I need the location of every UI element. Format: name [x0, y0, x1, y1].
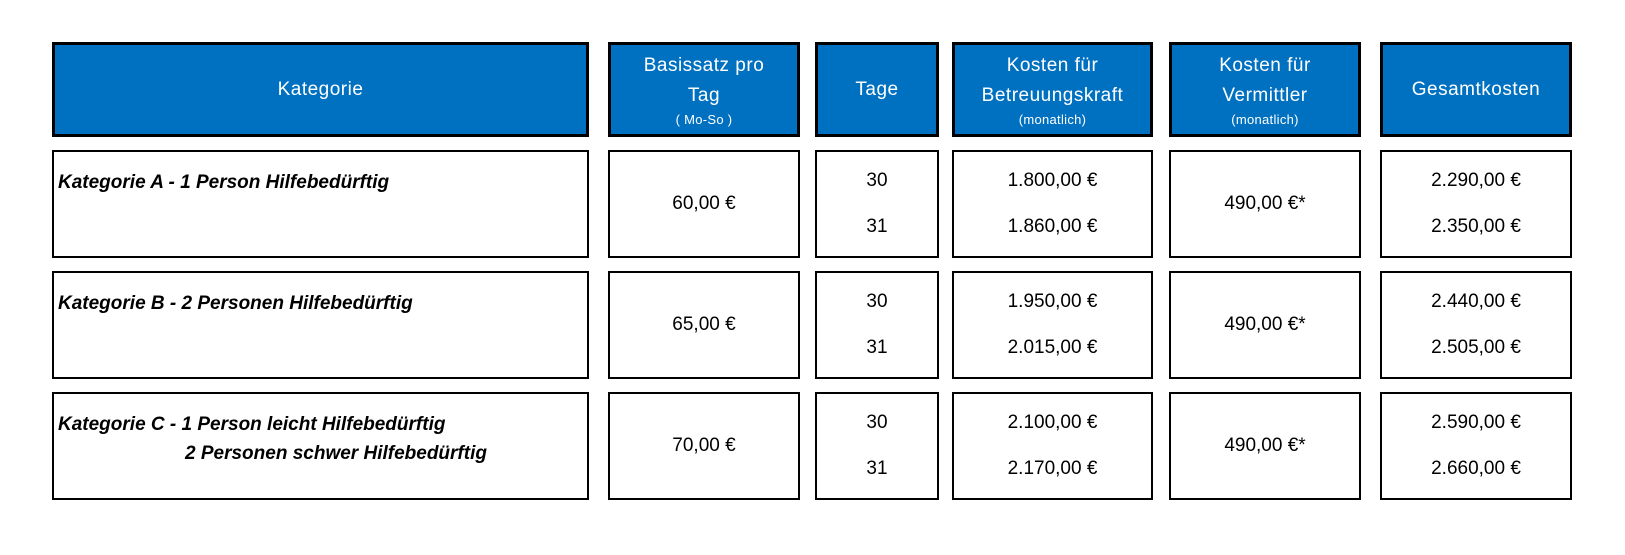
- row-b-basissatz: [608, 271, 800, 379]
- row-b-gesamt-31: 2.505,00 €: [1431, 337, 1521, 358]
- header-kosten-betreuung-line2: Betreuungskraft: [981, 84, 1124, 106]
- row-a-gesamt: [1380, 150, 1572, 258]
- row-b-tage: [815, 271, 939, 379]
- header-tage-label: Tage: [855, 78, 899, 100]
- row-b-vermittler: [1169, 271, 1361, 379]
- row-b-gesamt: [1380, 271, 1572, 379]
- row-c-gesamt-30: 2.590,00 €: [1431, 412, 1521, 433]
- row-a-kategorie-line1: Kategorie A - 1 Person Hilfebedürftig: [58, 172, 390, 193]
- row-b-gesamt-30: 2.440,00 €: [1431, 291, 1521, 312]
- row-c-kategorie-line2: 2 Personen schwer Hilfebedürftig: [185, 443, 487, 464]
- row-c-betreuung-30: 2.100,00 €: [1007, 412, 1098, 433]
- header-kategorie: [52, 42, 589, 137]
- header-kategorie-label: Kategorie: [277, 78, 364, 100]
- header-kosten-betreuung-line1: Kosten für: [1006, 54, 1099, 76]
- header-kosten-vermittler-line2: Vermittler: [1222, 84, 1308, 106]
- row-a-gesamt-31: 2.350,00 €: [1431, 216, 1521, 237]
- row-b-tage-31: 31: [866, 337, 888, 358]
- row-b-betreuung-31: 2.015,00 €: [1007, 337, 1098, 358]
- row-c-gesamt: [1380, 392, 1572, 500]
- row-b-tage-30: 30: [866, 291, 888, 312]
- header-basissatz: [608, 42, 800, 137]
- header-basissatz-line1: Basissatz pro: [643, 54, 765, 76]
- row-c-betreuung-31: 2.170,00 €: [1007, 458, 1098, 479]
- row-a-betreuung-30: 1.800,00 €: [1007, 170, 1098, 191]
- row-b-betreuung: [952, 271, 1153, 379]
- row-a-vermittler-value: 490,00 €*: [1224, 193, 1306, 214]
- header-tage: [815, 42, 939, 137]
- header-gesamtkosten: [1380, 42, 1572, 137]
- header-kosten-vermittler-sub: (monatlich): [1231, 111, 1299, 127]
- row-c-tage: [815, 392, 939, 500]
- header-basissatz-sub: ( Mo-So ): [675, 111, 733, 127]
- row-a-betreuung: [952, 150, 1153, 258]
- row-c-gesamt-31: 2.660,00 €: [1431, 458, 1521, 479]
- row-a-gesamt-30: 2.290,00 €: [1431, 170, 1521, 191]
- row-a-basissatz-value: 60,00 €: [672, 193, 736, 214]
- header-kosten-betreuung: [952, 42, 1153, 137]
- row-a-vermittler: [1169, 150, 1361, 258]
- row-c-betreuung: [952, 392, 1153, 500]
- row-c-basissatz-value: 70,00 €: [672, 435, 736, 456]
- row-b-betreuung-30: 1.950,00 €: [1007, 291, 1098, 312]
- row-b-kategorie: [52, 271, 589, 379]
- row-a-tage-30: 30: [866, 170, 888, 191]
- header-kosten-vermittler: [1169, 42, 1361, 137]
- header-basissatz-line2: Tag: [687, 84, 721, 106]
- header-gesamtkosten-label: Gesamtkosten: [1411, 78, 1541, 100]
- row-a-kategorie: [52, 150, 589, 258]
- row-c-kategorie: [52, 392, 589, 500]
- row-c-vermittler: [1169, 392, 1361, 500]
- header-kosten-vermittler-line1: Kosten für: [1219, 54, 1311, 76]
- row-a-basissatz: [608, 150, 800, 258]
- row-c-tage-30: 30: [866, 412, 888, 433]
- row-a-tage-31: 31: [866, 216, 888, 237]
- row-b-kategorie-line1: Kategorie B - 2 Personen Hilfebedürftig: [58, 293, 413, 314]
- row-a-tage: [815, 150, 939, 258]
- row-c-tage-31: 31: [866, 458, 888, 479]
- row-a-betreuung-31: 1.860,00 €: [1007, 216, 1098, 237]
- header-kosten-betreuung-sub: (monatlich): [1018, 111, 1087, 127]
- row-c-basissatz: [608, 392, 800, 500]
- row-b-basissatz-value: 65,00 €: [672, 314, 736, 335]
- row-c-vermittler-value: 490,00 €*: [1224, 435, 1306, 456]
- row-b-vermittler-value: 490,00 €*: [1224, 314, 1306, 335]
- row-c-kategorie-line1: Kategorie C - 1 Person leicht Hilfebedürftig: [58, 414, 446, 435]
